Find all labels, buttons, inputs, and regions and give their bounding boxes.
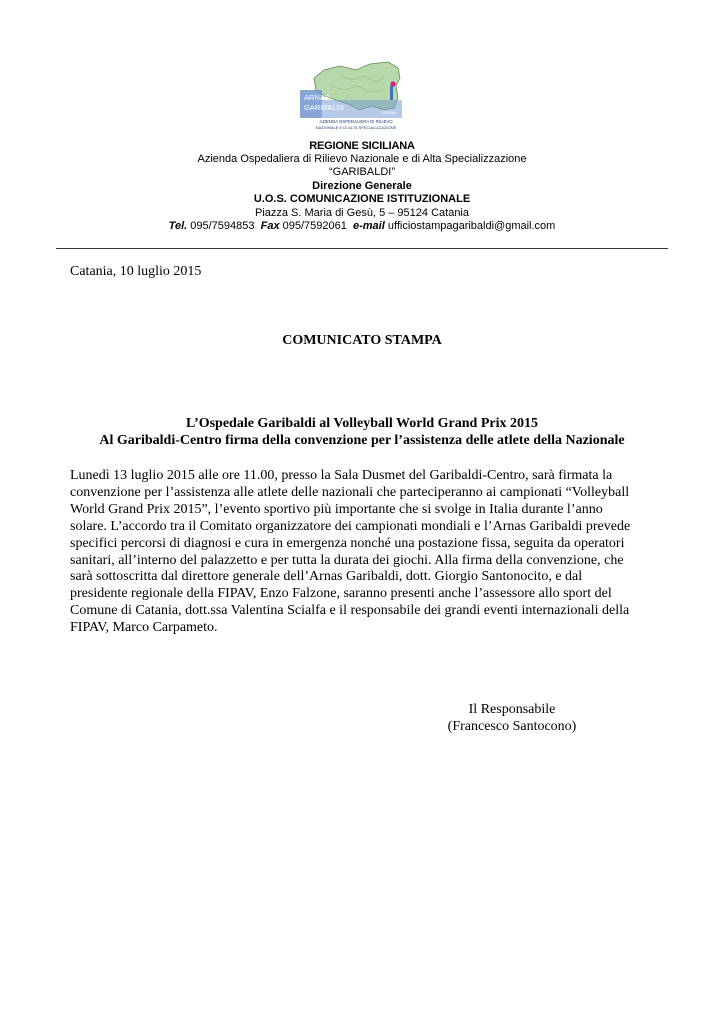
fax-number: 095/7592061: [282, 220, 347, 232]
letterhead-hospital-type: Azienda Ospedaliera di Rilievo Nazionale e di Alta Specializzazione: [197, 153, 527, 165]
body-line: convenzione per l’assistenza alle atlete delle nazionali che parteciperanno ai campionati “Volleyball: [70, 484, 630, 500]
headline-line1: L’Ospedale Garibaldi al Volleyball World Grand Prix 2015: [185, 416, 538, 431]
signature-title: Il Responsabile: [468, 702, 556, 717]
body-line: World Grand Prix 2015”, l’evento sportivo più importante che si svolge in Italia durante l’anno: [70, 501, 603, 517]
headline-line2: Al Garibaldi-Centro firma della convenzione per l’assistenza delle atlete della Nazionale: [99, 433, 625, 448]
logo-subtitle-line2: NAZIONALE E DI ALTA SPECIALIZZAZIONE: [315, 125, 397, 130]
document-type: COMUNICATO STAMPA: [282, 333, 442, 348]
tel-number: 095/7594853: [190, 220, 255, 232]
body-line: solare. L’accordo tra il Comitato organizzatore dei campionati mondiali e l’Arnas Garibaldi prevede: [70, 518, 631, 534]
catania-marker-icon: [390, 81, 395, 86]
signature-name: (Francesco Santocono): [447, 719, 577, 734]
logo-name-line1: ARNAS: [304, 93, 330, 102]
letterhead-contacts: [0, 220, 724, 233]
letterhead-address: Piazza S. Maria di Gesù, 5 – 95124 Catania: [254, 207, 469, 219]
fax-label: Fax: [260, 220, 280, 232]
body-line: specifici percorsi di diagnosi e cura in emergenza nonché una postazione fissa, seguita da operatori: [70, 535, 625, 551]
body-line: Lunedì 13 luglio 2015 alle ore 11.00, presso la Sala Dusmet del Garibaldi-Centro, sarà firmata la: [70, 468, 613, 483]
email-address[interactable]: ufficiostampagaribaldi@gmail.com: [387, 220, 556, 232]
logo-city: CATANIA: [382, 111, 397, 115]
arnas-garibaldi-logo: [300, 56, 412, 132]
body-line: Comune di Catania, dott.ssa Valentina Scialfa e il responsabile dei grandi eventi internazionali della: [70, 603, 630, 619]
header-divider: [56, 248, 668, 249]
body-line: presidente regionale della FIPAV, Enzo Falzone, saranno presenti anche l’assessore allo sport del: [70, 586, 612, 602]
logo-subtitle-line1: AZIENDA OSPEDALIERA DI RILIEVO: [319, 119, 393, 124]
letterhead-hospital-name: “GARIBALDI”: [328, 166, 395, 178]
body-line: FIPAV, Marco Carpameto.: [70, 620, 218, 636]
letterhead-region: REGIONE SICILIANA: [309, 140, 415, 152]
letterhead-department: Direzione Generale: [312, 180, 412, 192]
letterhead-office: U.O.S. COMUNICAZIONE ISTITUZIONALE: [253, 193, 471, 205]
body-line: sanitari, all’interno del palazzetto e per tutta la durata dei giochi. Alla firma della convenzione, che: [70, 552, 624, 568]
press-release-body: [70, 468, 654, 637]
email-label: e-mail: [353, 220, 385, 232]
body-line: sarà sottoscritta dal direttore generale dell’Arnas Garibaldi, dott. Giorgio Santonocito, e dal: [70, 569, 583, 585]
logo-name-line2: GARIBALDI: [304, 103, 345, 112]
tel-label: Tel.: [168, 220, 188, 232]
document-date: Catania, 10 luglio 2015: [70, 264, 202, 279]
